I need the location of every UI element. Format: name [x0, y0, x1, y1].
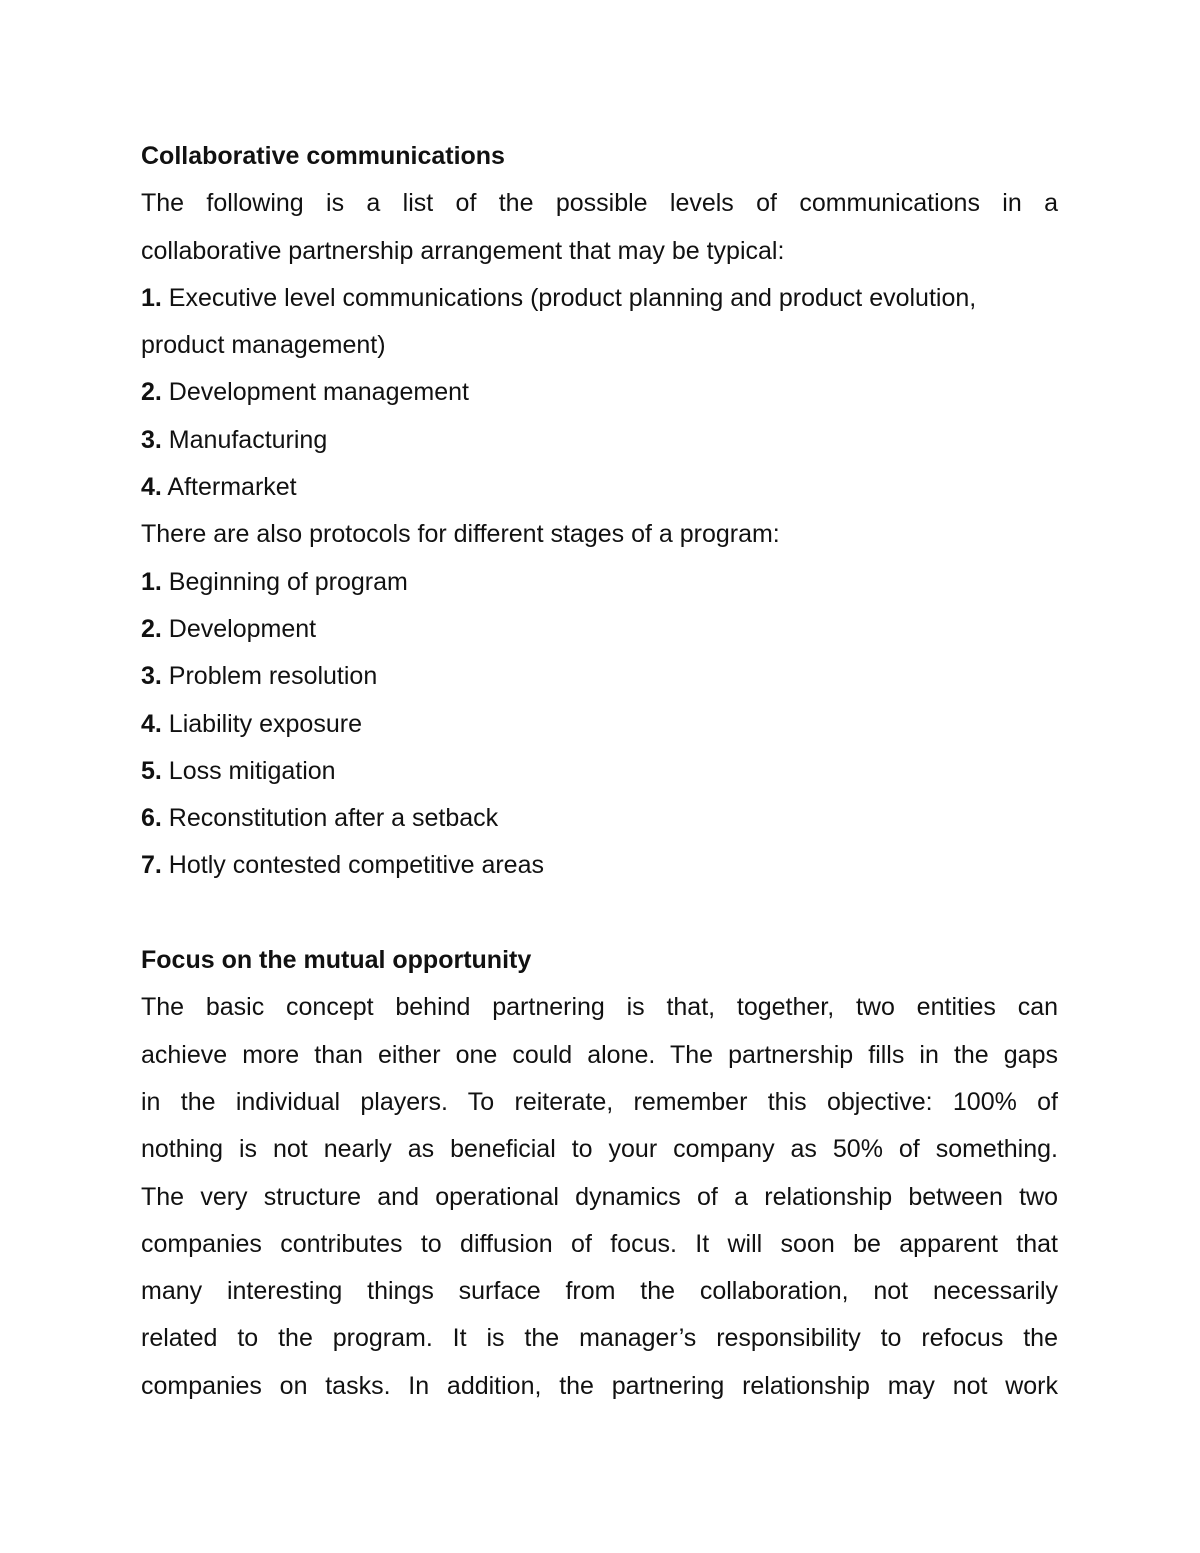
body-text-line: companies on tasks. In addition, the partnering relationship may not work — [141, 1371, 1058, 1400]
list-number: 7. — [141, 851, 162, 880]
body-text-line: nothing is not nearly as beneficial to your company as 50% of something. — [141, 1135, 1058, 1164]
section-heading-collaborative-communications: Collaborative communications — [141, 142, 505, 170]
list-number: 6. — [141, 804, 162, 833]
levels-list-item — [141, 275, 1058, 322]
list-number: 5. — [141, 756, 162, 785]
list-number: 4. — [141, 473, 162, 502]
list-number: 1. — [141, 567, 162, 596]
list-item-text: Aftermarket — [161, 473, 297, 502]
list-item-text: Problem resolution — [161, 662, 378, 691]
list-item-text: Manufacturing — [161, 425, 328, 454]
body-text-line: achieve more than either one could alone. The partnership fills in the gaps — [141, 1040, 1058, 1069]
intro-line-2: collaborative partnership arrangement that may be typical: — [141, 236, 785, 265]
protocols-intro: There are also protocols for different stages of a program: — [141, 520, 780, 549]
section-heading-focus-on-mutual-opportunity: Focus on the mutual opportunity — [141, 946, 532, 975]
stages-list-item — [141, 795, 1058, 842]
list-number: 4. — [141, 709, 162, 738]
list-item-text: Reconstitution after a setback — [161, 804, 499, 833]
list-number: 1. — [141, 283, 162, 312]
list-item-text: Liability exposure — [161, 709, 362, 738]
list-number: 2. — [141, 378, 162, 407]
list-number: 3. — [141, 425, 162, 454]
stages-list-item — [141, 748, 1058, 795]
body-text-line: in the individual players. To reiterate, remember this objective: 100% of — [141, 1087, 1058, 1116]
body-text-line: companies contributes to diffusion of focus. It will soon be apparent that — [141, 1229, 1058, 1258]
body-text-line: related to the program. It is the manager’s responsibility to refocus the — [141, 1324, 1058, 1353]
levels-list-item — [141, 369, 1058, 416]
levels-list-item-continuation: product management) — [141, 331, 386, 360]
stages-list-item — [141, 653, 1058, 700]
list-number: 2. — [141, 614, 162, 643]
list-item-text: Development management — [161, 378, 469, 407]
body-text-line: The basic concept behind partnering is that, together, two entities can — [141, 993, 1058, 1022]
intro-line-1: The following is a list of the possible levels of communications in a — [141, 189, 1058, 218]
document-page — [141, 133, 1058, 1410]
stages-list-item — [141, 701, 1058, 748]
list-item-text: Loss mitigation — [161, 756, 336, 785]
body-text-line: many interesting things surface from the collaboration, not necessarily — [141, 1277, 1058, 1306]
list-item-text: Development — [161, 614, 317, 643]
body-text-line: The very structure and operational dynamics of a relationship between two — [141, 1182, 1058, 1211]
list-item-text: Executive level communications (product planning and product evolution, — [161, 283, 977, 312]
list-item-text: Hotly contested competitive areas — [161, 851, 544, 880]
stages-list-item — [141, 559, 1058, 606]
levels-list-item — [141, 417, 1058, 464]
levels-list-item — [141, 464, 1058, 511]
list-item-text: Beginning of program — [161, 567, 408, 596]
stages-list-item — [141, 606, 1058, 653]
list-number: 3. — [141, 662, 162, 691]
paragraph-spacer — [141, 890, 1058, 937]
stages-list-item — [141, 842, 1058, 889]
